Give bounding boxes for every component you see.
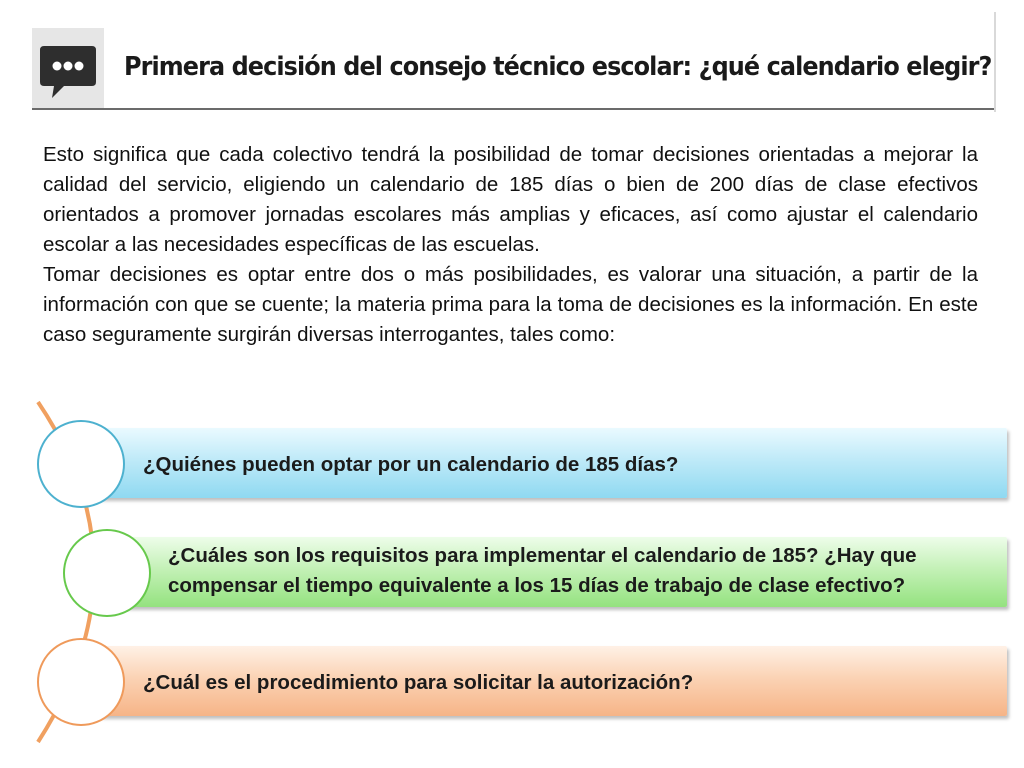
question-text-3: ¿Cuál es el procedimiento para solicitar la autorización? [143,671,694,694]
page-title: Primera decisión del consejo técnico escolar: ¿qué calendario elegir? [124,52,992,82]
question-text-1: ¿Quiénes pueden optar por un calendario de 185 días? [143,453,679,476]
paragraph-2: Tomar decisiones es optar entre dos o más posibilidades, es valorar una situación, a partir de la información con que se cuente; la materia prima para la toma de decisiones es la información. En este caso seguramente surgirán diversas interrogantes, tales como: [43,263,978,346]
bullet-circle-orange [37,638,125,726]
paragraph-1: Esto significa que cada colectivo tendrá la posibilidad de tomar decisiones orientadas a mejorar la calidad del servicio, eligiendo un calendario de 185 días o bien de 200 días de clase efectivos orientados a promover jornadas escolares más amplias y eficaces, así como ajustar el calendario escolar a las necesidades específicas de las escuelas. [43,143,978,256]
header-edge-line [994,12,996,112]
question-text-2: ¿Cuáles son los requisitos para implementar el calendario de 185? ¿Hay que compensar el tiempo equivalente a los 15 días de trabajo de clase efectivo? [168,544,917,597]
header-divider [32,108,996,110]
bullet-circle-green [63,529,151,617]
speech-bubble-dots-icon [38,42,98,102]
icon-box [32,28,104,108]
body-text [43,140,978,350]
slide-header [32,28,996,110]
bullet-circle-blue [37,420,125,508]
